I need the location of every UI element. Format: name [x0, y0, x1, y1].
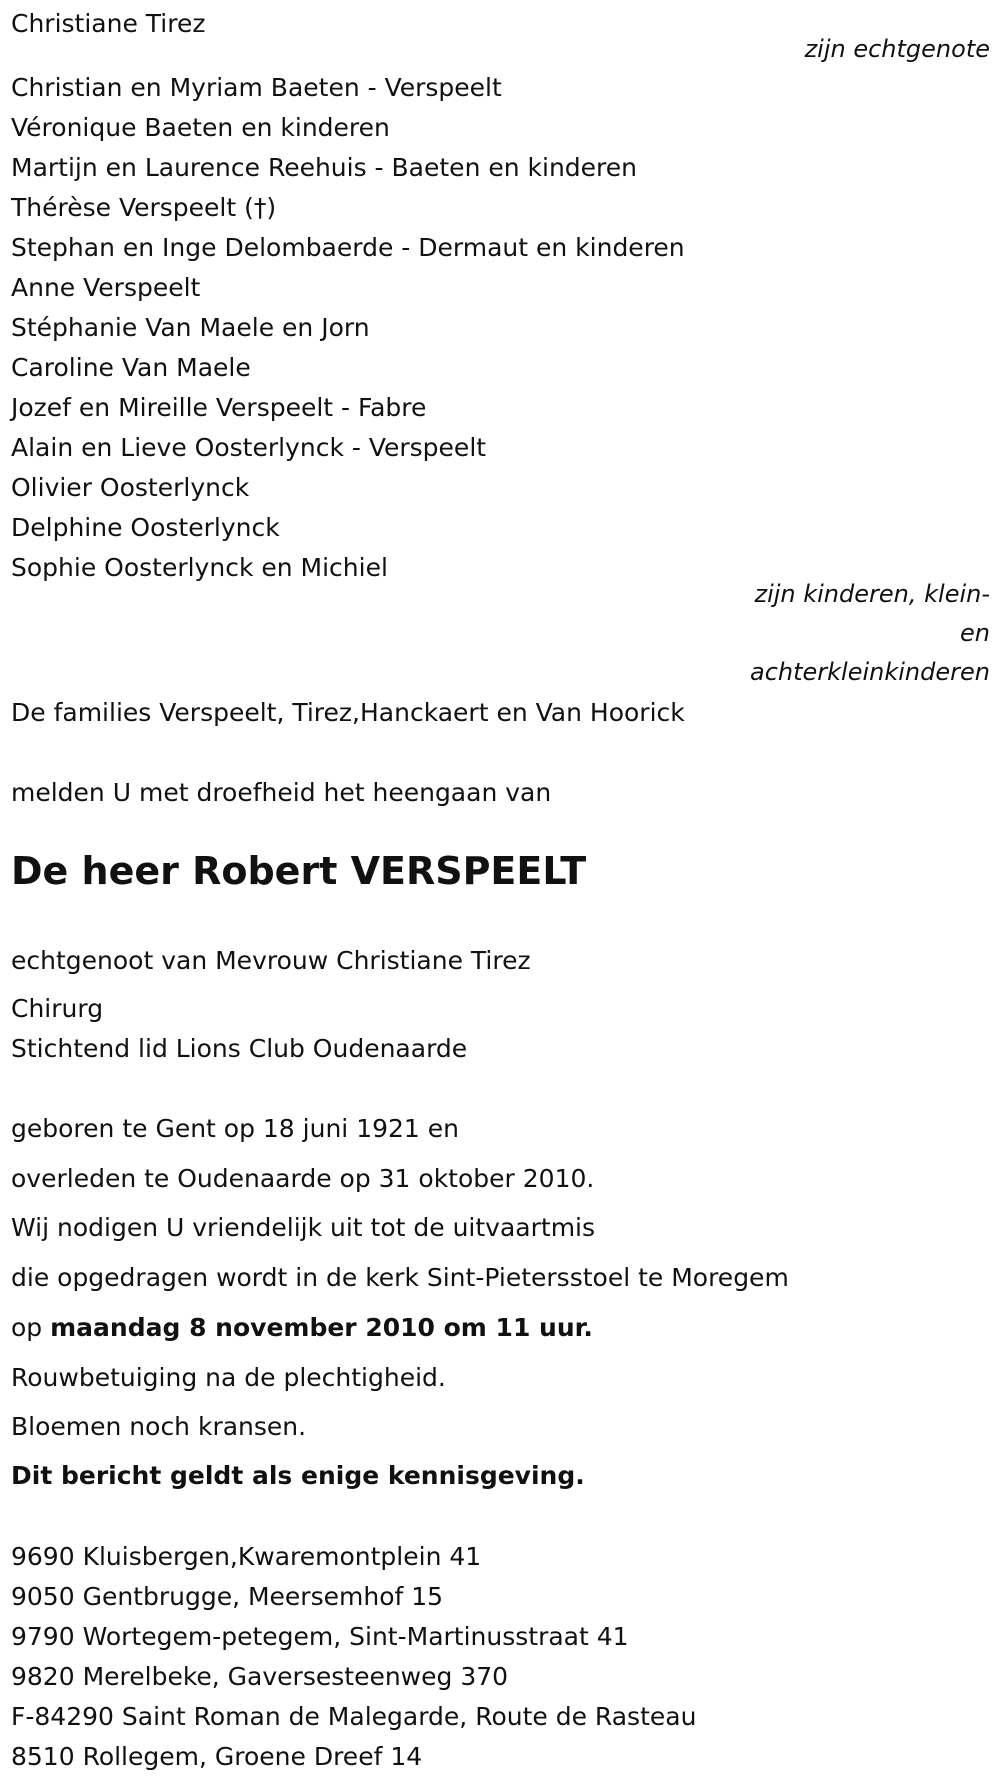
spouse-name: Christiane Tirez	[11, 9, 206, 38]
date-line: die opgedragen wordt in de kerk Sint-Pietersstoel te Moregem	[11, 1263, 789, 1292]
relative-line: Caroline Van Maele	[11, 353, 251, 382]
deceased-name: De heer Robert VERSPEELT	[11, 849, 587, 893]
service-prefix: op	[11, 1313, 51, 1342]
relative-line: Martijn en Laurence Reehuis - Baeten en kinderen	[11, 153, 638, 182]
spouse-role: zijn echtgenote	[804, 35, 990, 63]
relatives-role: achterkleinkinderen	[750, 658, 990, 686]
relatives-role: en	[960, 619, 990, 647]
relative-line: Thérèse Verspeelt (†)	[11, 193, 277, 222]
relative-line: Olivier Oosterlynck	[11, 473, 250, 502]
announcement-line: melden U met droefheid het heengaan van	[11, 778, 552, 807]
service-line	[11, 1312, 593, 1344]
address-line: 9790 Wortegem-petegem, Sint-Martinusstraat 41	[11, 1622, 629, 1651]
relative-line: Delphine Oosterlynck	[11, 513, 280, 542]
relative-line: Jozef en Mireille Verspeelt - Fabre	[11, 393, 427, 422]
note-line: Rouwbetuiging na de plechtigheid.	[11, 1363, 446, 1392]
address-line: 9820 Merelbeke, Gaversesteenweg 370	[11, 1662, 509, 1691]
relative-line: Stephan en Inge Delombaerde - Dermaut en kinderen	[11, 233, 685, 262]
detail-line: echtgenoot van Mevrouw Christiane Tirez	[11, 946, 531, 975]
date-line: Wij nodigen U vriendelijk uit tot de uitvaartmis	[11, 1213, 596, 1242]
date-line: geboren te Gent op 18 juni 1921 en	[11, 1114, 459, 1143]
address-line: 9690 Kluisbergen,Kwaremontplein 41	[11, 1542, 482, 1571]
detail-line: Stichtend lid Lions Club Oudenaarde	[11, 1034, 468, 1063]
detail-line: Chirurg	[11, 994, 104, 1023]
note-line: Bloemen noch kransen.	[11, 1412, 307, 1441]
relative-line: Sophie Oosterlynck en Michiel	[11, 553, 388, 582]
relative-line: Christian en Myriam Baeten - Verspeelt	[11, 73, 502, 102]
service-datetime: maandag 8 november 2010 om 11 uur.	[50, 1313, 593, 1342]
date-line: overleden te Oudenaarde op 31 oktober 2010.	[11, 1164, 595, 1193]
address-line: 9050 Gentbrugge, Meersemhof 15	[11, 1582, 444, 1611]
relative-line: Stéphanie Van Maele en Jorn	[11, 313, 370, 342]
notice-line: Dit bericht geldt als enige kennisgeving.	[11, 1461, 585, 1490]
families-line: De families Verspeelt, Tirez,Hanckaert en Van Hoorick	[11, 698, 685, 727]
address-line: 8510 Rollegem, Groene Dreef 14	[11, 1742, 423, 1771]
address-line: F-84290 Saint Roman de Malegarde, Route de Rasteau	[11, 1702, 697, 1731]
relative-line: Alain en Lieve Oosterlynck - Verspeelt	[11, 433, 487, 462]
relative-line: Anne Verspeelt	[11, 273, 201, 302]
relative-line: Véronique Baeten en kinderen	[11, 113, 390, 142]
relatives-role: zijn kinderen, klein-	[754, 580, 990, 608]
